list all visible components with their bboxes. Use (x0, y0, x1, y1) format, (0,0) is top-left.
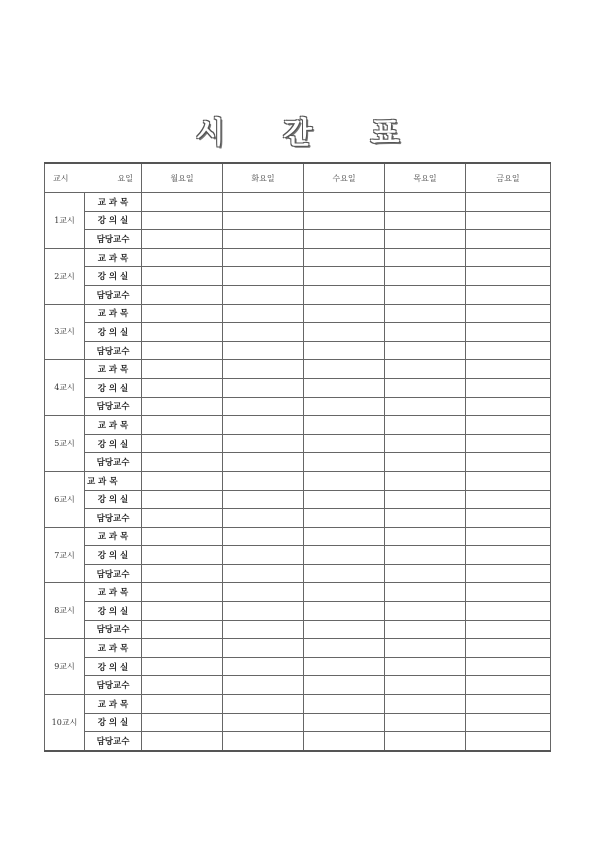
schedule-cell[interactable] (142, 490, 223, 509)
timetable-row (45, 323, 551, 342)
period-label: 5교시 (45, 416, 85, 472)
schedule-cell[interactable] (466, 546, 551, 565)
row-label: 강 의 실 (85, 490, 142, 509)
period-label: 1교시 (45, 193, 85, 249)
schedule-cell[interactable] (385, 230, 466, 249)
schedule-cell[interactable] (385, 657, 466, 676)
period-label: 8교시 (45, 583, 85, 639)
title-char: 시 (195, 116, 225, 151)
timetable-row (45, 471, 551, 490)
schedule-cell[interactable] (142, 695, 223, 714)
schedule-cell[interactable] (385, 471, 466, 490)
schedule-cell[interactable] (304, 267, 385, 286)
schedule-cell[interactable] (223, 695, 304, 714)
schedule-cell[interactable] (304, 471, 385, 490)
row-label: 담당교수 (85, 509, 142, 528)
timetable-row (45, 360, 551, 379)
schedule-cell[interactable] (304, 657, 385, 676)
schedule-cell[interactable] (466, 193, 551, 212)
schedule-cell[interactable] (466, 416, 551, 435)
row-label: 강 의 실 (85, 211, 142, 230)
schedule-cell[interactable] (142, 602, 223, 621)
schedule-cell[interactable] (223, 546, 304, 565)
row-label: 강 의 실 (85, 434, 142, 453)
schedule-cell[interactable] (466, 230, 551, 249)
row-label: 담당교수 (85, 397, 142, 416)
schedule-cell[interactable] (223, 285, 304, 304)
schedule-cell[interactable] (223, 248, 304, 267)
schedule-cell[interactable] (223, 564, 304, 583)
schedule-cell[interactable] (223, 620, 304, 639)
schedule-cell[interactable] (385, 695, 466, 714)
row-label: 강 의 실 (85, 657, 142, 676)
schedule-cell[interactable] (466, 434, 551, 453)
schedule-cell[interactable] (304, 304, 385, 323)
schedule-cell[interactable] (304, 230, 385, 249)
schedule-cell[interactable] (466, 360, 551, 379)
schedule-cell[interactable] (466, 713, 551, 732)
period-label: 4교시 (45, 360, 85, 416)
period-label: 9교시 (45, 639, 85, 695)
timetable-row (45, 657, 551, 676)
schedule-cell[interactable] (223, 490, 304, 509)
timetable-row (45, 527, 551, 546)
schedule-cell[interactable] (304, 583, 385, 602)
schedule-cell[interactable] (223, 527, 304, 546)
row-label: 강 의 실 (85, 713, 142, 732)
row-label: 교 과 목 (85, 193, 142, 212)
page-title (0, 108, 595, 152)
schedule-cell[interactable] (304, 360, 385, 379)
period-label: 7교시 (45, 527, 85, 583)
header-day: 요일 (85, 163, 142, 193)
schedule-cell[interactable] (223, 416, 304, 435)
row-label: 강 의 실 (85, 267, 142, 286)
schedule-cell[interactable] (304, 564, 385, 583)
timetable-row (45, 378, 551, 397)
header-period: 교시 (45, 163, 85, 193)
timetable-row (45, 713, 551, 732)
schedule-cell[interactable] (385, 564, 466, 583)
schedule-cell[interactable] (385, 732, 466, 751)
timetable-row (45, 416, 551, 435)
title-char: 표 (370, 116, 400, 151)
schedule-cell[interactable] (142, 323, 223, 342)
schedule-cell[interactable] (142, 193, 223, 212)
timetable-row (45, 248, 551, 267)
schedule-cell[interactable] (223, 304, 304, 323)
schedule-cell[interactable] (466, 304, 551, 323)
schedule-cell[interactable] (466, 267, 551, 286)
schedule-cell[interactable] (142, 583, 223, 602)
schedule-cell[interactable] (385, 304, 466, 323)
schedule-cell[interactable] (466, 490, 551, 509)
schedule-cell[interactable] (385, 248, 466, 267)
timetable-row (45, 211, 551, 230)
schedule-cell[interactable] (466, 676, 551, 695)
schedule-cell[interactable] (223, 378, 304, 397)
schedule-cell[interactable] (385, 490, 466, 509)
period-label: 2교시 (45, 248, 85, 304)
schedule-cell[interactable] (385, 323, 466, 342)
schedule-cell[interactable] (223, 193, 304, 212)
schedule-cell[interactable] (385, 378, 466, 397)
schedule-cell[interactable] (142, 564, 223, 583)
schedule-cell[interactable] (385, 416, 466, 435)
schedule-cell[interactable] (466, 527, 551, 546)
schedule-cell[interactable] (466, 397, 551, 416)
row-label: 강 의 실 (85, 323, 142, 342)
row-label: 담당교수 (85, 620, 142, 639)
schedule-cell[interactable] (304, 602, 385, 621)
schedule-cell[interactable] (142, 267, 223, 286)
row-label: 강 의 실 (85, 546, 142, 565)
schedule-cell[interactable] (466, 564, 551, 583)
schedule-cell[interactable] (223, 453, 304, 472)
schedule-cell[interactable] (142, 285, 223, 304)
header-friday: 금요일 (466, 163, 551, 193)
schedule-cell[interactable] (142, 397, 223, 416)
row-label: 담당교수 (85, 453, 142, 472)
row-label: 교 과 목 (85, 583, 142, 602)
schedule-cell[interactable] (142, 732, 223, 751)
row-label: 담당교수 (85, 564, 142, 583)
schedule-cell[interactable] (385, 509, 466, 528)
schedule-cell[interactable] (466, 620, 551, 639)
schedule-cell[interactable] (385, 676, 466, 695)
schedule-cell[interactable] (142, 453, 223, 472)
schedule-cell[interactable] (304, 434, 385, 453)
schedule-cell[interactable] (304, 527, 385, 546)
row-label: 교 과 목 (85, 471, 142, 490)
timetable-row (45, 732, 551, 751)
schedule-cell[interactable] (223, 434, 304, 453)
row-label: 담당교수 (85, 341, 142, 360)
schedule-cell[interactable] (223, 583, 304, 602)
schedule-cell[interactable] (385, 285, 466, 304)
row-label: 교 과 목 (85, 416, 142, 435)
schedule-cell[interactable] (304, 378, 385, 397)
schedule-cell[interactable] (466, 583, 551, 602)
schedule-cell[interactable] (223, 211, 304, 230)
header-tuesday: 화요일 (223, 163, 304, 193)
schedule-cell[interactable] (466, 657, 551, 676)
schedule-cell[interactable] (142, 676, 223, 695)
schedule-cell[interactable] (466, 285, 551, 304)
schedule-cell[interactable] (304, 341, 385, 360)
timetable-row (45, 304, 551, 323)
schedule-cell[interactable] (223, 341, 304, 360)
schedule-cell[interactable] (385, 341, 466, 360)
schedule-cell[interactable] (304, 285, 385, 304)
period-label: 6교시 (45, 471, 85, 527)
schedule-cell[interactable] (466, 732, 551, 751)
schedule-cell[interactable] (385, 583, 466, 602)
schedule-cell[interactable] (466, 248, 551, 267)
schedule-cell[interactable] (142, 657, 223, 676)
schedule-cell[interactable] (304, 639, 385, 658)
schedule-cell[interactable] (304, 695, 385, 714)
schedule-cell[interactable] (223, 676, 304, 695)
timetable-row (45, 639, 551, 658)
row-label: 담당교수 (85, 732, 142, 751)
header-monday: 월요일 (142, 163, 223, 193)
schedule-cell[interactable] (385, 602, 466, 621)
row-label: 교 과 목 (85, 248, 142, 267)
row-label: 강 의 실 (85, 602, 142, 621)
schedule-cell[interactable] (142, 639, 223, 658)
schedule-cell[interactable] (142, 341, 223, 360)
schedule-cell[interactable] (223, 713, 304, 732)
timetable-row (45, 546, 551, 565)
header-row (45, 163, 551, 193)
schedule-cell[interactable] (385, 360, 466, 379)
row-label: 교 과 목 (85, 639, 142, 658)
timetable (44, 162, 551, 752)
schedule-cell[interactable] (385, 193, 466, 212)
timetable-row (45, 583, 551, 602)
schedule-cell[interactable] (385, 397, 466, 416)
timetable-row (45, 676, 551, 695)
schedule-cell[interactable] (142, 378, 223, 397)
schedule-cell[interactable] (304, 453, 385, 472)
row-label: 교 과 목 (85, 360, 142, 379)
schedule-cell[interactable] (385, 713, 466, 732)
schedule-cell[interactable] (142, 230, 223, 249)
schedule-cell[interactable] (466, 602, 551, 621)
schedule-cell[interactable] (223, 323, 304, 342)
schedule-cell[interactable] (223, 509, 304, 528)
schedule-cell[interactable] (142, 509, 223, 528)
schedule-cell[interactable] (304, 509, 385, 528)
timetable-row (45, 564, 551, 583)
schedule-cell[interactable] (304, 713, 385, 732)
title-char: 간 (283, 116, 312, 151)
schedule-cell[interactable] (142, 620, 223, 639)
schedule-cell[interactable] (223, 639, 304, 658)
schedule-cell[interactable] (223, 267, 304, 286)
timetable-row (45, 285, 551, 304)
schedule-cell[interactable] (385, 639, 466, 658)
schedule-cell[interactable] (466, 323, 551, 342)
timetable-row (45, 509, 551, 528)
schedule-cell[interactable] (466, 378, 551, 397)
schedule-cell[interactable] (304, 248, 385, 267)
schedule-cell[interactable] (304, 416, 385, 435)
row-label: 교 과 목 (85, 527, 142, 546)
schedule-cell[interactable] (142, 527, 223, 546)
schedule-cell[interactable] (304, 211, 385, 230)
schedule-cell[interactable] (385, 211, 466, 230)
schedule-cell[interactable] (304, 546, 385, 565)
schedule-cell[interactable] (142, 360, 223, 379)
schedule-cell[interactable] (142, 248, 223, 267)
timetable-row (45, 453, 551, 472)
row-label: 교 과 목 (85, 304, 142, 323)
schedule-cell[interactable] (466, 341, 551, 360)
schedule-cell[interactable] (223, 602, 304, 621)
row-label: 담당교수 (85, 285, 142, 304)
schedule-cell[interactable] (142, 211, 223, 230)
timetable-row (45, 193, 551, 212)
schedule-cell[interactable] (466, 453, 551, 472)
schedule-cell[interactable] (466, 695, 551, 714)
schedule-cell[interactable] (304, 732, 385, 751)
timetable-row (45, 267, 551, 286)
schedule-cell[interactable] (223, 657, 304, 676)
schedule-cell[interactable] (385, 434, 466, 453)
schedule-cell[interactable] (385, 620, 466, 639)
schedule-cell[interactable] (466, 211, 551, 230)
timetable-row (45, 434, 551, 453)
timetable-row (45, 602, 551, 621)
schedule-cell[interactable] (142, 546, 223, 565)
header-wednesday: 수요일 (304, 163, 385, 193)
row-label: 강 의 실 (85, 378, 142, 397)
schedule-cell[interactable] (385, 267, 466, 286)
schedule-cell[interactable] (466, 509, 551, 528)
header-thursday: 목요일 (385, 163, 466, 193)
timetable-row (45, 695, 551, 714)
timetable-row (45, 230, 551, 249)
schedule-cell[interactable] (142, 471, 223, 490)
schedule-cell[interactable] (223, 360, 304, 379)
schedule-cell[interactable] (223, 230, 304, 249)
timetable-row (45, 620, 551, 639)
row-label: 담당교수 (85, 230, 142, 249)
schedule-cell[interactable] (385, 453, 466, 472)
schedule-cell[interactable] (142, 304, 223, 323)
schedule-cell[interactable] (142, 416, 223, 435)
period-label: 10교시 (45, 695, 85, 751)
row-label: 담당교수 (85, 676, 142, 695)
timetable-row (45, 397, 551, 416)
schedule-cell[interactable] (223, 397, 304, 416)
schedule-cell[interactable] (466, 471, 551, 490)
schedule-cell[interactable] (304, 397, 385, 416)
timetable-row (45, 341, 551, 360)
schedule-cell[interactable] (223, 471, 304, 490)
schedule-cell[interactable] (304, 676, 385, 695)
row-label: 교 과 목 (85, 695, 142, 714)
period-label: 3교시 (45, 304, 85, 360)
schedule-cell[interactable] (142, 434, 223, 453)
schedule-cell[interactable] (304, 620, 385, 639)
schedule-cell[interactable] (142, 713, 223, 732)
schedule-cell[interactable] (223, 732, 304, 751)
schedule-cell[interactable] (304, 193, 385, 212)
timetable-row (45, 490, 551, 509)
schedule-cell[interactable] (385, 546, 466, 565)
schedule-cell[interactable] (304, 490, 385, 509)
schedule-cell[interactable] (304, 323, 385, 342)
schedule-cell[interactable] (385, 527, 466, 546)
schedule-cell[interactable] (466, 639, 551, 658)
